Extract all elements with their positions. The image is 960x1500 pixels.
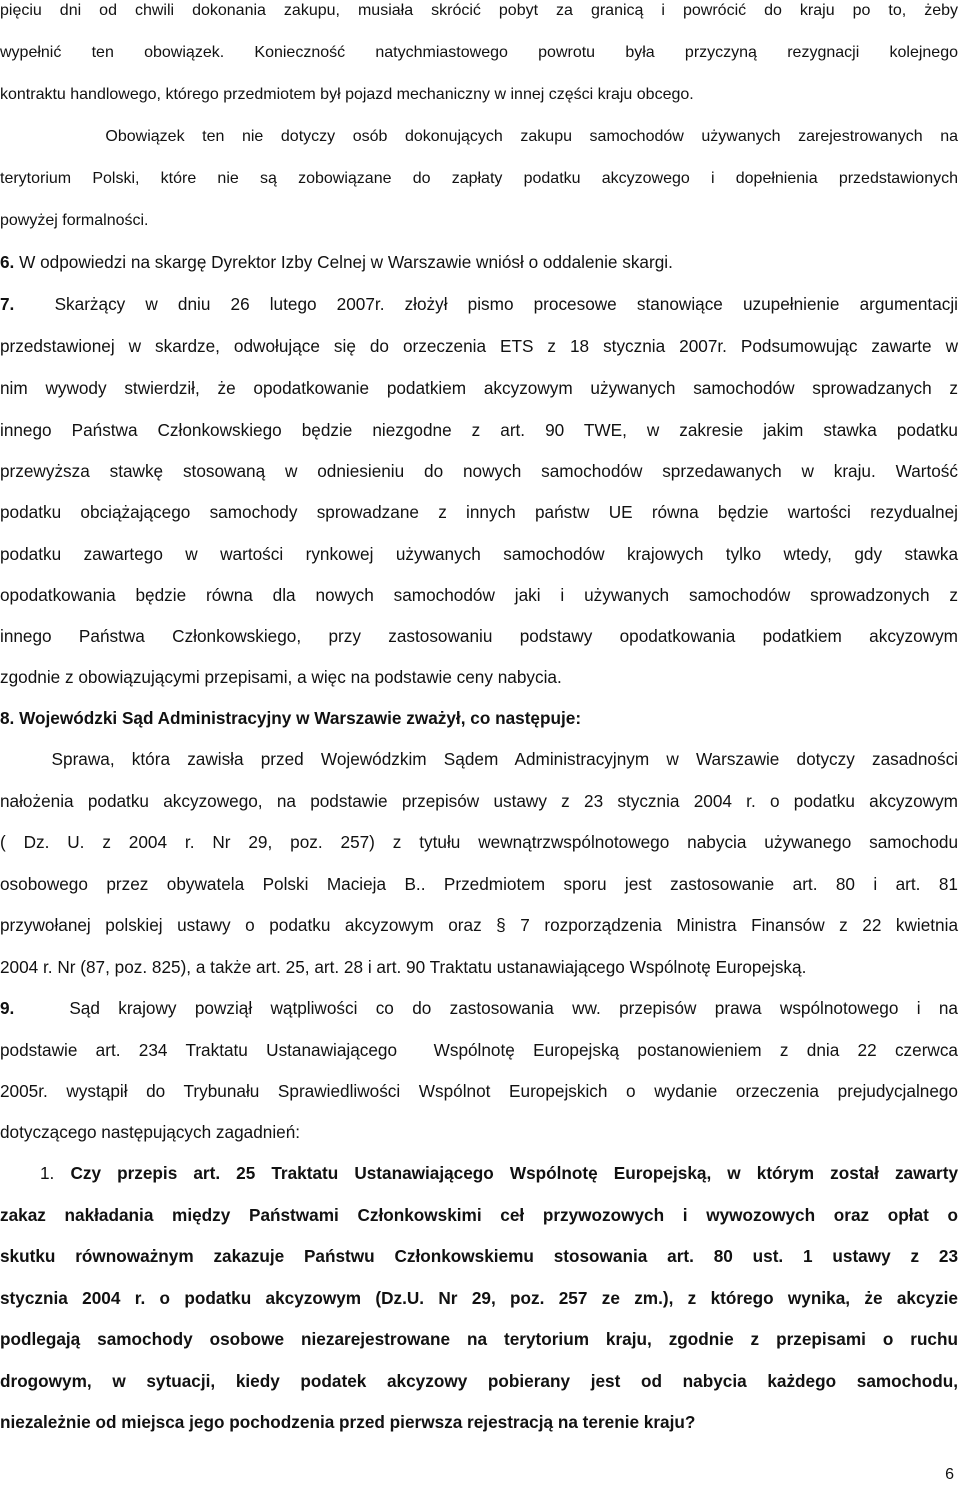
- text-line: 9. Sąd krajowy powziął wątpliwości co do zastosowania ww. przepisów prawa wspólnotowego i na: [0, 998, 958, 1018]
- text-line: 2004 r. Nr (87, poz. 825), a także art. 25, art. 28 i art. 90 Traktatu ustanawiającego Wspólnotę Europejską.: [0, 957, 807, 977]
- text-line: podlegają samochody osobowe niezarejestrowane na terytorium kraju, zgodnie z przepisami o ruchu: [0, 1329, 958, 1349]
- text-line: Obowiązek ten nie dotyczy osób dokonujących zakupu samochodów używanych zarejestrowanych na: [0, 128, 958, 145]
- paragraph-number: 7.: [0, 294, 15, 314]
- text-line: dotyczącego następujących zagadnień:: [0, 1122, 301, 1142]
- text-line: zgodnie z obowiązującymi przepisami, a więc na podstawie ceny nabycia.: [0, 667, 562, 687]
- text-line: stycznia 2004 r. o podatku akcyzowym (Dz.U. Nr 29, poz. 257 ze zm.), z którego wynika, że akcyzie: [0, 1288, 958, 1308]
- text-line: terytorium Polski, które nie są zobowiązane do zapłaty podatku akcyzowego i dopełnienia przedstawionych: [0, 170, 958, 187]
- text-line: przedstawionej w skardze, odwołujące się do orzeczenia ETS z 18 stycznia 2007r. Podsumowując zawarte w: [0, 336, 958, 356]
- paragraph-number: 9.: [0, 998, 15, 1018]
- text-line: podstawie art. 234 Traktatu Ustanawiającego Wspólnotę Europejską postanowieniem z dnia 22 czerwca: [0, 1040, 958, 1060]
- page-number: 6: [945, 1466, 954, 1483]
- paragraph-number: 8.: [0, 708, 15, 728]
- text-line: opodatkowania będzie równa dla nowych samochodów jaki i używanych samochodów sprowadzonych z: [0, 585, 958, 605]
- text-line: niezależnie od miejsca jego pochodzenia przed pierwsza rejestracją na terenie kraju?: [0, 1412, 696, 1432]
- text-line: Sprawa, która zawisła przed Wojewódzkim Sądem Administracyjnym w Warszawie dotyczy zasadności: [0, 749, 958, 769]
- text-line: podatku zawartego w wartości rynkowej używanych samochodów krajowych tylko wtedy, gdy stawka: [0, 544, 958, 564]
- text-line: 2005r. wystąpił do Trybunału Sprawiedliwości Wspólnot Europejskich o wydanie orzeczenia prejudycjalnego: [0, 1081, 958, 1101]
- text-line: przywołanej polskiej ustawy o podatku akcyzowym oraz § 7 rozporządzenia Ministra Finansów z 22 kwietnia: [0, 915, 958, 935]
- text-line: powyżej formalności.: [0, 212, 149, 229]
- text-line: osobowego przez obywatela Polski Macieja B.. Przedmiotem sporu jest zastosowanie art. 80 i art. 81: [0, 874, 958, 894]
- heading-text: Wojewódzki Sąd Administracyjny w Warszawie zważył, co następuje:: [19, 708, 582, 728]
- text-line: kontraktu handlowego, którego przedmiotem był pojazd mechaniczny w innej części kraju obcego.: [0, 86, 694, 103]
- paragraph-text: W odpowiedzi na skargę Dyrektor Izby Celnej w Warszawie wniósł o oddalenie skargi.: [19, 252, 673, 272]
- text-line: innego Państwa Członkowskiego będzie niezgodne z art. 90 TWE, w zakresie jakim stawka podatku: [0, 420, 958, 440]
- section-heading: [0, 708, 958, 729]
- text-line: nim wywody stwierdził, że opodatkowanie podatkiem akcyzowym używanych samochodów sprowadzanych z: [0, 378, 958, 398]
- text-line: skutku równoważnym zakazuje Państwu Członkowskiemu stosowania art. 80 ust. 1 ustawy z 23: [0, 1246, 958, 1266]
- text-line: przewyższa stawkę stosowaną w odniesieniu do nowych samochodów sprzedawanych w kraju. Wartość: [0, 461, 958, 481]
- list-number: 1.: [40, 1163, 55, 1183]
- text-line: zakaz nakładania między Państwami Członkowskimi ceł przywozowych i wywozowych oraz opłat o: [0, 1205, 958, 1225]
- text-line: podatku obciążającego samochody sprowadzane z innych państw UE równa będzie wartości rezydualnej: [0, 502, 958, 522]
- text-line: pięciu dni od chwili dokonania zakupu, musiała skrócić pobyt za granicą i powrócić do kraju po to, żeby: [0, 2, 958, 19]
- text-line: ( Dz. U. z 2004 r. Nr 29, poz. 257) z tytułu wewnątrzwspólnotowego nabycia używanego samochodu: [0, 832, 958, 852]
- text-line: nałożenia podatku akcyzowego, na podstawie przepisów ustawy z 23 stycznia 2004 r. o podatku akcyzowym: [0, 791, 958, 811]
- text-line: drogowym, w sytuacji, kiedy podatek akcyzowy pobierany jest od nabycia każdego samochodu,: [0, 1371, 958, 1391]
- paragraph-number: 6.: [0, 252, 15, 272]
- text-line: [0, 252, 958, 273]
- text-line: innego Państwa Członkowskiego, przy zastosowaniu podstawy opodatkowania podatkiem akcyzowym: [0, 626, 958, 646]
- text-line: 1. Czy przepis art. 25 Traktatu Ustanawiającego Wspólnotę Europejską, w którym został zawarty: [40, 1163, 958, 1183]
- text-line: 7. Skarżący w dniu 26 lutego 2007r. złożył pismo procesowe stanowiące uzupełnienie argumentacji: [0, 294, 958, 314]
- text-line: wypełnić ten obowiązek. Konieczność natychmiastowego powrotu była przyczyną rezygnacji kolejnego: [0, 44, 958, 61]
